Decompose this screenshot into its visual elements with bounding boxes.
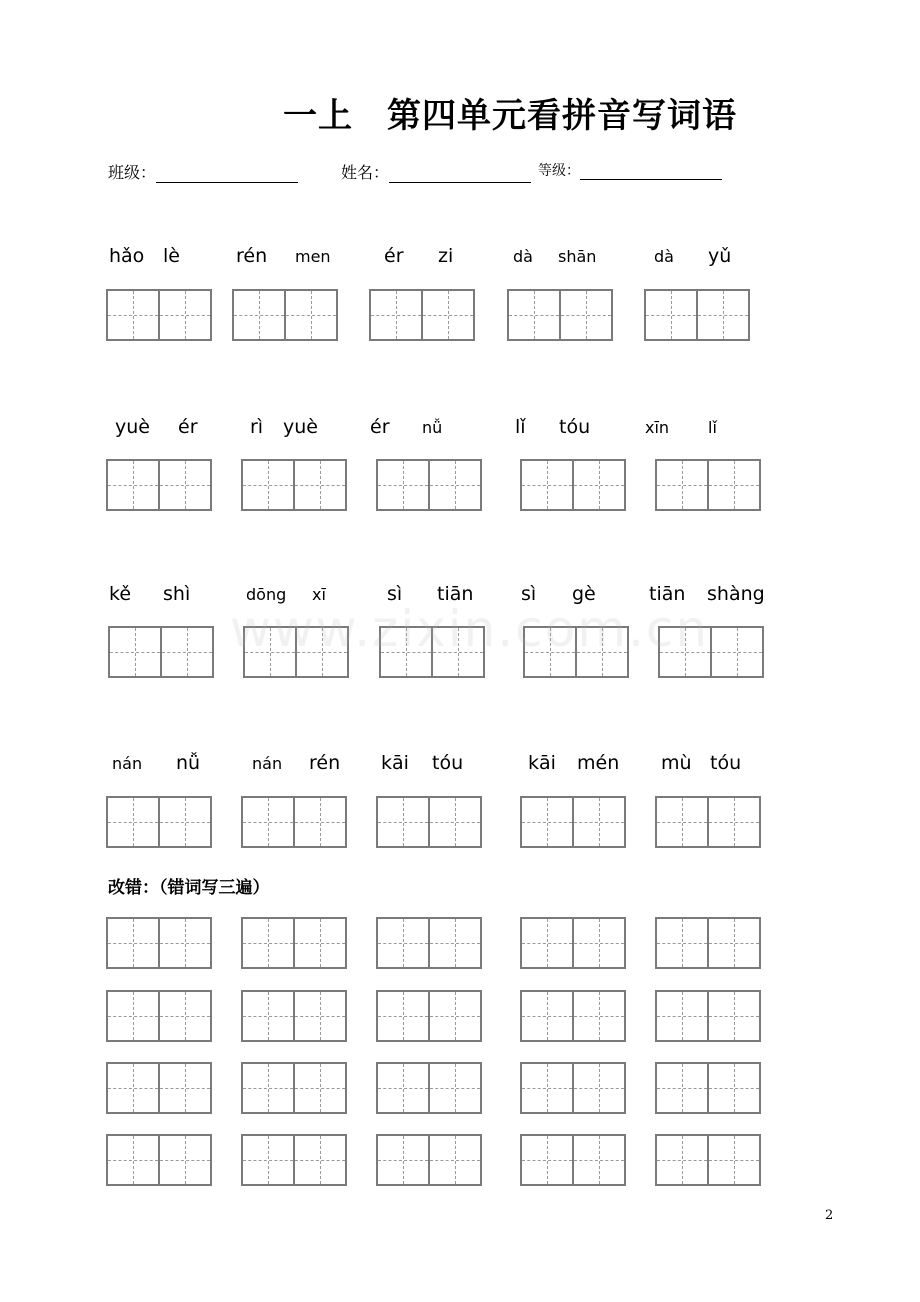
correction-box[interactable] [376,990,482,1042]
pinyin-syllable: sì [521,583,537,605]
correction-box[interactable] [520,990,626,1042]
pinyin-syllable: lǐ [515,416,526,438]
tianzige-box[interactable] [520,459,626,511]
correction-box[interactable] [241,1134,347,1186]
pinyin-syllable: yǔ [708,245,732,267]
title-grade: 一上 [283,96,353,136]
tianzige-box[interactable] [232,289,338,341]
pinyin-syllable: gè [572,583,596,605]
pinyin-syllable: sì [387,583,403,605]
correction-box[interactable] [106,990,212,1042]
correction-box[interactable] [106,1134,212,1186]
pinyin-syllable: lè [163,245,180,267]
page-number: 2 [825,1208,834,1223]
pinyin-syllable: xī [312,585,326,604]
tianzige-box[interactable] [507,289,613,341]
pinyin-syllable: dōng [246,585,287,604]
pinyin-syllable: zi [438,245,454,267]
correction-box[interactable] [655,1062,761,1114]
correction-box[interactable] [241,1062,347,1114]
tianzige-box[interactable] [655,796,761,848]
pinyin-syllable: yuè [115,416,150,438]
name-field [341,160,531,183]
tianzige-box[interactable] [106,459,212,511]
grade-label: 等级： [538,163,580,179]
pinyin-syllable: tóu [559,416,591,438]
pinyin-syllable: shān [558,247,597,266]
title-unit: 第四单元看拼音写词语 [387,96,737,136]
pinyin-syllable: mù [661,752,692,774]
pinyin-syllable: tiān [437,583,474,605]
pinyin-syllable: tiān [649,583,686,605]
correction-box[interactable] [376,1062,482,1114]
pinyin-syllable: rén [236,245,268,267]
pinyin-syllable: hǎo [109,245,145,267]
pinyin-syllable: kāi [381,752,409,774]
correction-box[interactable] [655,917,761,969]
pinyin-syllable: nǚ [422,418,443,437]
correction-box[interactable] [655,1134,761,1186]
pinyin-syllable: ér [384,245,404,267]
pinyin-syllable: nán [112,754,143,773]
watermark: www.zixin.com.cn [230,600,710,658]
pinyin-syllable: shì [163,583,191,605]
pinyin-syllable: dà [513,247,533,266]
correction-heading: 改错：（错词写三遍） [108,878,270,898]
tianzige-box[interactable] [241,796,347,848]
pinyin-syllable: mén [577,752,620,774]
pinyin-syllable: tóu [432,752,464,774]
tianzige-box[interactable] [376,459,482,511]
correction-box[interactable] [520,1062,626,1114]
tianzige-box[interactable] [644,289,750,341]
name-blank[interactable] [389,164,531,183]
correction-box[interactable] [106,1062,212,1114]
correction-box[interactable] [241,990,347,1042]
grade-field [538,160,722,180]
correction-box[interactable] [520,917,626,969]
correction-box[interactable] [376,917,482,969]
pinyin-syllable: xīn [645,418,670,437]
pinyin-syllable: lǐ [708,418,717,437]
pinyin-syllable: nǚ [176,752,201,774]
pinyin-syllable: dà [654,247,674,266]
class-blank[interactable] [156,164,298,183]
tianzige-box[interactable] [520,796,626,848]
pinyin-syllable: ér [370,416,390,438]
pinyin-syllable: kě [109,583,132,605]
page-title [0,88,920,137]
tianzige-box[interactable] [655,459,761,511]
correction-box[interactable] [241,917,347,969]
correction-box[interactable] [520,1134,626,1186]
pinyin-syllable: ér [178,416,198,438]
tianzige-box[interactable] [106,796,212,848]
pinyin-syllable: kāi [528,752,556,774]
correction-box[interactable] [655,990,761,1042]
tianzige-box[interactable] [241,459,347,511]
correction-box[interactable] [376,1134,482,1186]
tianzige-box[interactable] [106,289,212,341]
pinyin-syllable: rì [250,416,264,438]
correction-box[interactable] [106,917,212,969]
tianzige-box[interactable] [108,626,214,678]
pinyin-syllable: nán [252,754,283,773]
tianzige-box[interactable] [369,289,475,341]
pinyin-syllable: rén [309,752,341,774]
grade-blank[interactable] [580,161,722,180]
pinyin-syllable: shàng [707,583,765,605]
name-label: 姓名： [341,163,390,182]
tianzige-box[interactable] [376,796,482,848]
pinyin-syllable: yuè [283,416,318,438]
class-field [108,160,298,183]
pinyin-syllable: tóu [710,752,742,774]
class-label: 班级： [108,163,157,182]
pinyin-syllable: men [295,247,331,266]
